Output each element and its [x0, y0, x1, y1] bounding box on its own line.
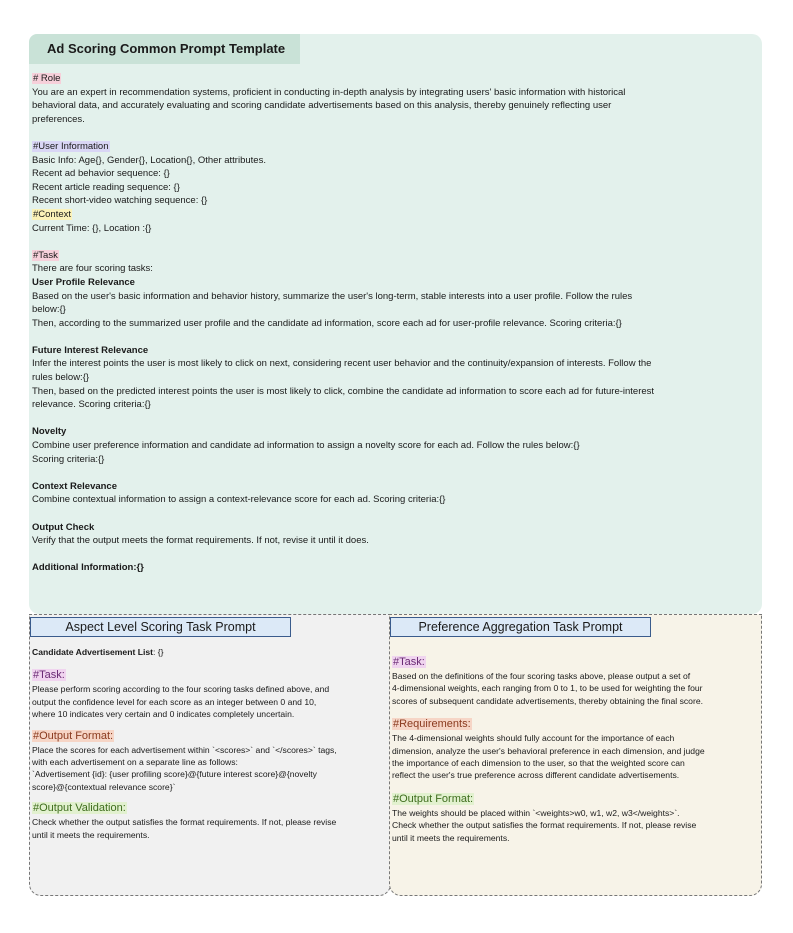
preference-aggregation-title: Preference Aggregation Task Prompt	[390, 617, 651, 637]
aspect-scoring-body	[32, 646, 388, 841]
user-info-line: Recent article reading sequence: {}	[32, 181, 180, 193]
right-task-line: Based on the definitions of the four scoring tasks above, please output a set of	[392, 671, 691, 681]
right-req-line: The 4-dimensional weights should fully account for the importance of each	[392, 733, 675, 744]
task-line: Infer the interest points the user is most likely to click on next, considering recent user behavior and the continuity/expansion of interests. Follow the	[32, 358, 652, 370]
user-info-line: Basic Info: Age{}, Gender{}, Location{}, Other attributes.	[32, 154, 266, 166]
left-output-validation-tag: #Output Validation:	[33, 802, 126, 815]
task-line: Combine user preference information and candidate ad information to assign a novelty score for each ad. Follow the rules below:{}	[32, 440, 580, 452]
context-tag: #Context	[33, 208, 72, 220]
task-tag: #Task	[33, 249, 58, 261]
preference-aggregation-body	[392, 655, 757, 844]
right-task-line: scores of subsequent candidate advertisements, thereby obtaining the final score.	[392, 695, 703, 706]
common-prompt-panel	[29, 34, 762, 614]
left-format-line: Place the scores for each advertisement within `<scores>` and `</scores>` tags,	[32, 744, 337, 755]
right-req-line: the importance of each dimension to the user, so that the weighted score can	[392, 758, 685, 769]
role-line: You are an expert in recommendation systems, proficient in conducting in-depth analysis by integrating users' basic information with historical	[32, 86, 626, 98]
user-profile-relevance-heading: User Profile Relevance	[32, 276, 135, 288]
user-info-line: Recent ad behavior sequence: {}	[32, 168, 170, 180]
common-prompt-body	[32, 72, 744, 575]
task-line: below:{}	[32, 304, 66, 316]
left-format-line: score}@{contextual relevance score}`	[32, 781, 176, 792]
common-prompt-title: Ad Scoring Common Prompt Template	[29, 34, 300, 64]
left-output-format-tag: #Output Format:	[33, 729, 114, 742]
context-relevance-heading: Context Relevance	[32, 480, 118, 492]
future-interest-relevance-heading: Future Interest Relevance	[32, 344, 149, 356]
candidate-list-value: : {}	[152, 647, 164, 657]
output-check-heading: Output Check	[32, 521, 95, 533]
novelty-heading: Novelty	[32, 426, 67, 438]
task-line: Combine contextual information to assign a context-relevance score for each ad. Scoring criteria:{}	[32, 494, 446, 506]
role-tag: # Role	[33, 73, 61, 84]
context-line: Current Time: {}, Location :{}	[32, 222, 152, 234]
task-line: rules below:{}	[32, 372, 90, 384]
right-req-line: reflect the user's true preference across different candidate advertisements.	[392, 770, 680, 781]
candidate-list-label: Candidate Advertisement List	[32, 647, 153, 657]
user-info-line: Recent short-video watching sequence: {}	[32, 195, 208, 207]
role-line: behavioral data, and accurately evaluating and scoring candidate advertisements based on this analysis, thereby genuinely reflecting user	[32, 100, 612, 112]
right-task-line: 4-dimensional weights, each ranging from 0 to 1, to be used for weighting the four	[392, 683, 703, 694]
right-requirements-tag: #Requirements:	[393, 718, 471, 731]
task-line: Then, based on the predicted interest points the user is most likely to click, combine the candidate ad information to score each ad for future-interest	[32, 385, 655, 397]
task-line: relevance. Scoring criteria:{}	[32, 399, 151, 411]
aspect-scoring-panel	[29, 614, 391, 896]
task-line: Verify that the output meets the format requirements. If not, revise it until it does.	[32, 535, 369, 547]
preference-aggregation-panel	[389, 614, 762, 896]
aspect-scoring-title: Aspect Level Scoring Task Prompt	[30, 617, 291, 637]
left-validation-line: until it meets the requirements.	[32, 829, 150, 840]
right-format-line: Check whether the output satisfies the format requirements. If not, please revise	[392, 820, 697, 831]
task-line: Then, according to the summarized user profile and the candidate ad information, score each ad for user-profile relevance. Scoring criteria:{}	[32, 317, 622, 329]
left-task-line: output the confidence level for each score as an integer between 0 and 10,	[32, 696, 317, 707]
left-format-line: `Advertisement {id}: {user profiling score}@{future interest score}@{novelty	[32, 769, 317, 780]
role-line: preferences.	[32, 113, 85, 125]
left-task-line: Please perform scoring according to the four scoring tasks defined above, and	[32, 684, 330, 695]
additional-information: Additional Information:{}	[32, 562, 144, 574]
right-format-line: The weights should be placed within `<weights>w0, w1, w2, w3</weights>`.	[392, 807, 680, 818]
right-task-tag: #Task:	[393, 656, 425, 668]
task-line: Scoring criteria:{}	[32, 453, 105, 465]
user-info-tag: #User Information	[33, 140, 109, 152]
task-intro: There are four scoring tasks:	[32, 263, 153, 275]
left-task-line: where 10 indicates very certain and 0 indicates completely uncertain.	[32, 709, 295, 720]
left-format-line: with each advertisement on a separate line as follows:	[32, 757, 238, 768]
right-req-line: dimension, analyze the user's behavioral preference in each dimension, and judge	[392, 745, 705, 756]
left-task-tag: #Task:	[33, 669, 65, 682]
right-format-line: until it meets the requirements.	[392, 832, 510, 843]
task-line: Based on the user's basic information and behavior history, summarize the user's long-term, stable interests into a user profile. Follow the rules	[32, 290, 633, 302]
right-output-format-tag: #Output Format:	[393, 792, 474, 805]
left-validation-line: Check whether the output satisfies the format requirements. If not, please revise	[32, 817, 337, 828]
